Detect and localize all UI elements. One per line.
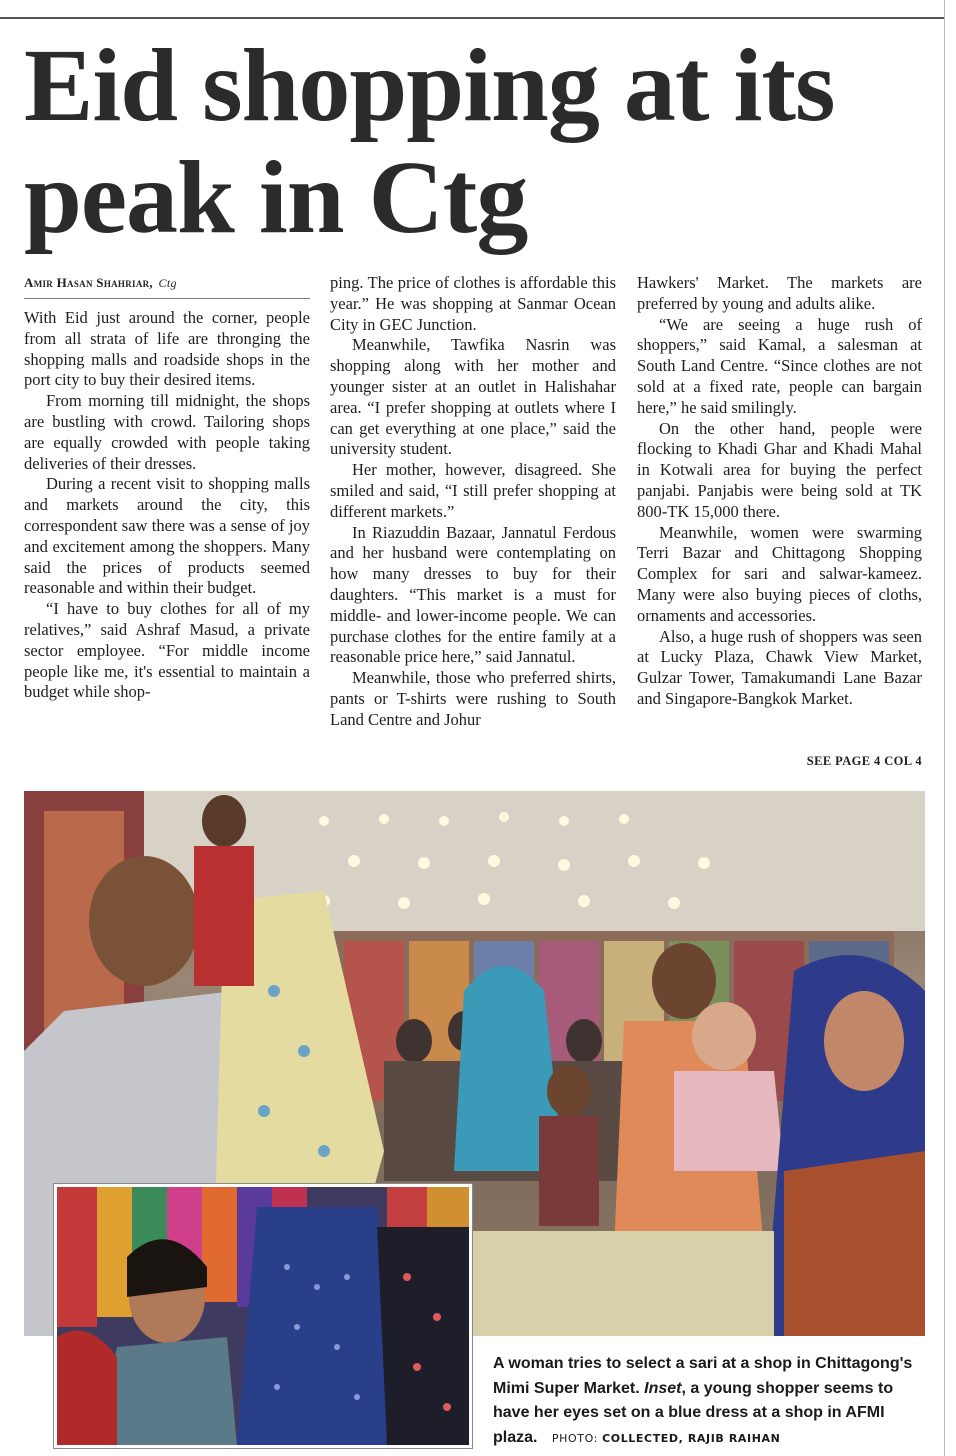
caption-text: A woman tries to select a sari at a shop in Chittagong's Mimi Super Market.: [493, 1355, 913, 1397]
paragraph: In Riazuddin Bazaar, Jannatul Ferdous and her husband were contemplating on how many dresses to buy for their daughters. “This market is a must for middle- and lower-income people. We can purchase clothes for the entire family at a reasonable price here,” said Jannatul.: [330, 522, 616, 667]
paragraph: Her mother, however, disagreed. She smiled and said, “I still prefer shopping at different markets.”: [330, 460, 616, 521]
paragraph: From morning till midnight, the shops are bustling with crowd. Tailoring shops are equally crowded with people taking deliveries of their dresses.: [24, 391, 310, 473]
headline: Eid shopping at its peak in Ctg: [24, 28, 835, 255]
article-column-1: [24, 308, 310, 703]
inset-photo: [54, 1184, 472, 1448]
paragraph: During a recent visit to shopping malls and markets around the city, this correspondent saw there was a sense of joy and excitement among the shoppers. Many said the prices of products seemed reasonable and within their budget.: [24, 474, 310, 598]
article-column-3: [637, 273, 922, 710]
credit-names: COLLECTED, RAJIB RAIHAN: [602, 1431, 781, 1445]
paragraph: Meanwhile, women were swarming Terri Bazar and Chittagong Shopping Complex for sari and salwar-kameez. Many were also buying pieces of cloths, ornaments and accessories.: [637, 522, 922, 625]
continuation-link[interactable]: SEE PAGE 4 COL 4: [806, 754, 922, 768]
paragraph: With Eid just around the corner, people from all strata of life are thronging the shopping malls and roadside shops in the port city to buy their desired items.: [24, 308, 310, 390]
credit-label: PHOTO:: [551, 1431, 603, 1445]
paragraph: Meanwhile, those who preferred shirts, pants or T-shirts were rushing to South Land Centre and Johur: [330, 668, 616, 729]
byline-author: Amir Hasan Shahriar,: [24, 275, 153, 290]
byline-rule: [24, 298, 310, 299]
column-divider: [944, 0, 945, 1456]
paragraph: Also, a huge rush of shoppers was seen at Lucky Plaza, Chawk View Market, Gulzar Tower, Tamakumandi Lane Bazar and Singapore-Bangkok Market.: [637, 626, 922, 708]
top-rule: [0, 17, 944, 19]
paragraph: Hawkers' Market. The markets are preferred by young and adults alike.: [637, 273, 922, 313]
caption-text-continued: , a young shopper seems to have her eyes set on a blue dress at a shop in AFMI plaza.: [493, 1379, 894, 1446]
photo-caption: [493, 1352, 933, 1451]
paragraph: On the other hand, people were flocking to Khadi Ghar and Khadi Mahal in Kotwali area for buying the perfect panjabi. Panjabis were being sold at TK 800-TK 15,000 there.: [637, 418, 922, 521]
byline-location: Ctg: [158, 276, 177, 290]
paragraph: “We are seeing a huge rush of shoppers,” said Kamal, a salesman at South Land Centre. “Since clothes are not sold at a fixed rate, people can bargain here,” he said smilingly.: [637, 314, 922, 417]
caption-inset-word: Inset: [644, 1379, 682, 1397]
article-column-2: [330, 273, 616, 731]
paragraph: “I have to buy clothes for all of my relatives,” said Ashraf Masud, a private sector employee. “For middle income people like me, it's essential to maintain a budget while shop-: [24, 599, 310, 702]
byline: [24, 275, 310, 291]
paragraph: Meanwhile, Tawfika Nasrin was shopping along with her mother and younger sister at an outlet in Halishahar area. “I prefer shopping at outlets where I can get everything at one place,” said the university student.: [330, 335, 616, 459]
photo-credit: [552, 1432, 781, 1445]
inset-shopper-illustration: [57, 1187, 469, 1445]
paragraph: ping. The price of clothes is affordable this year.” He was shopping at Sanmar Ocean City in GEC Junction.: [330, 273, 616, 334]
